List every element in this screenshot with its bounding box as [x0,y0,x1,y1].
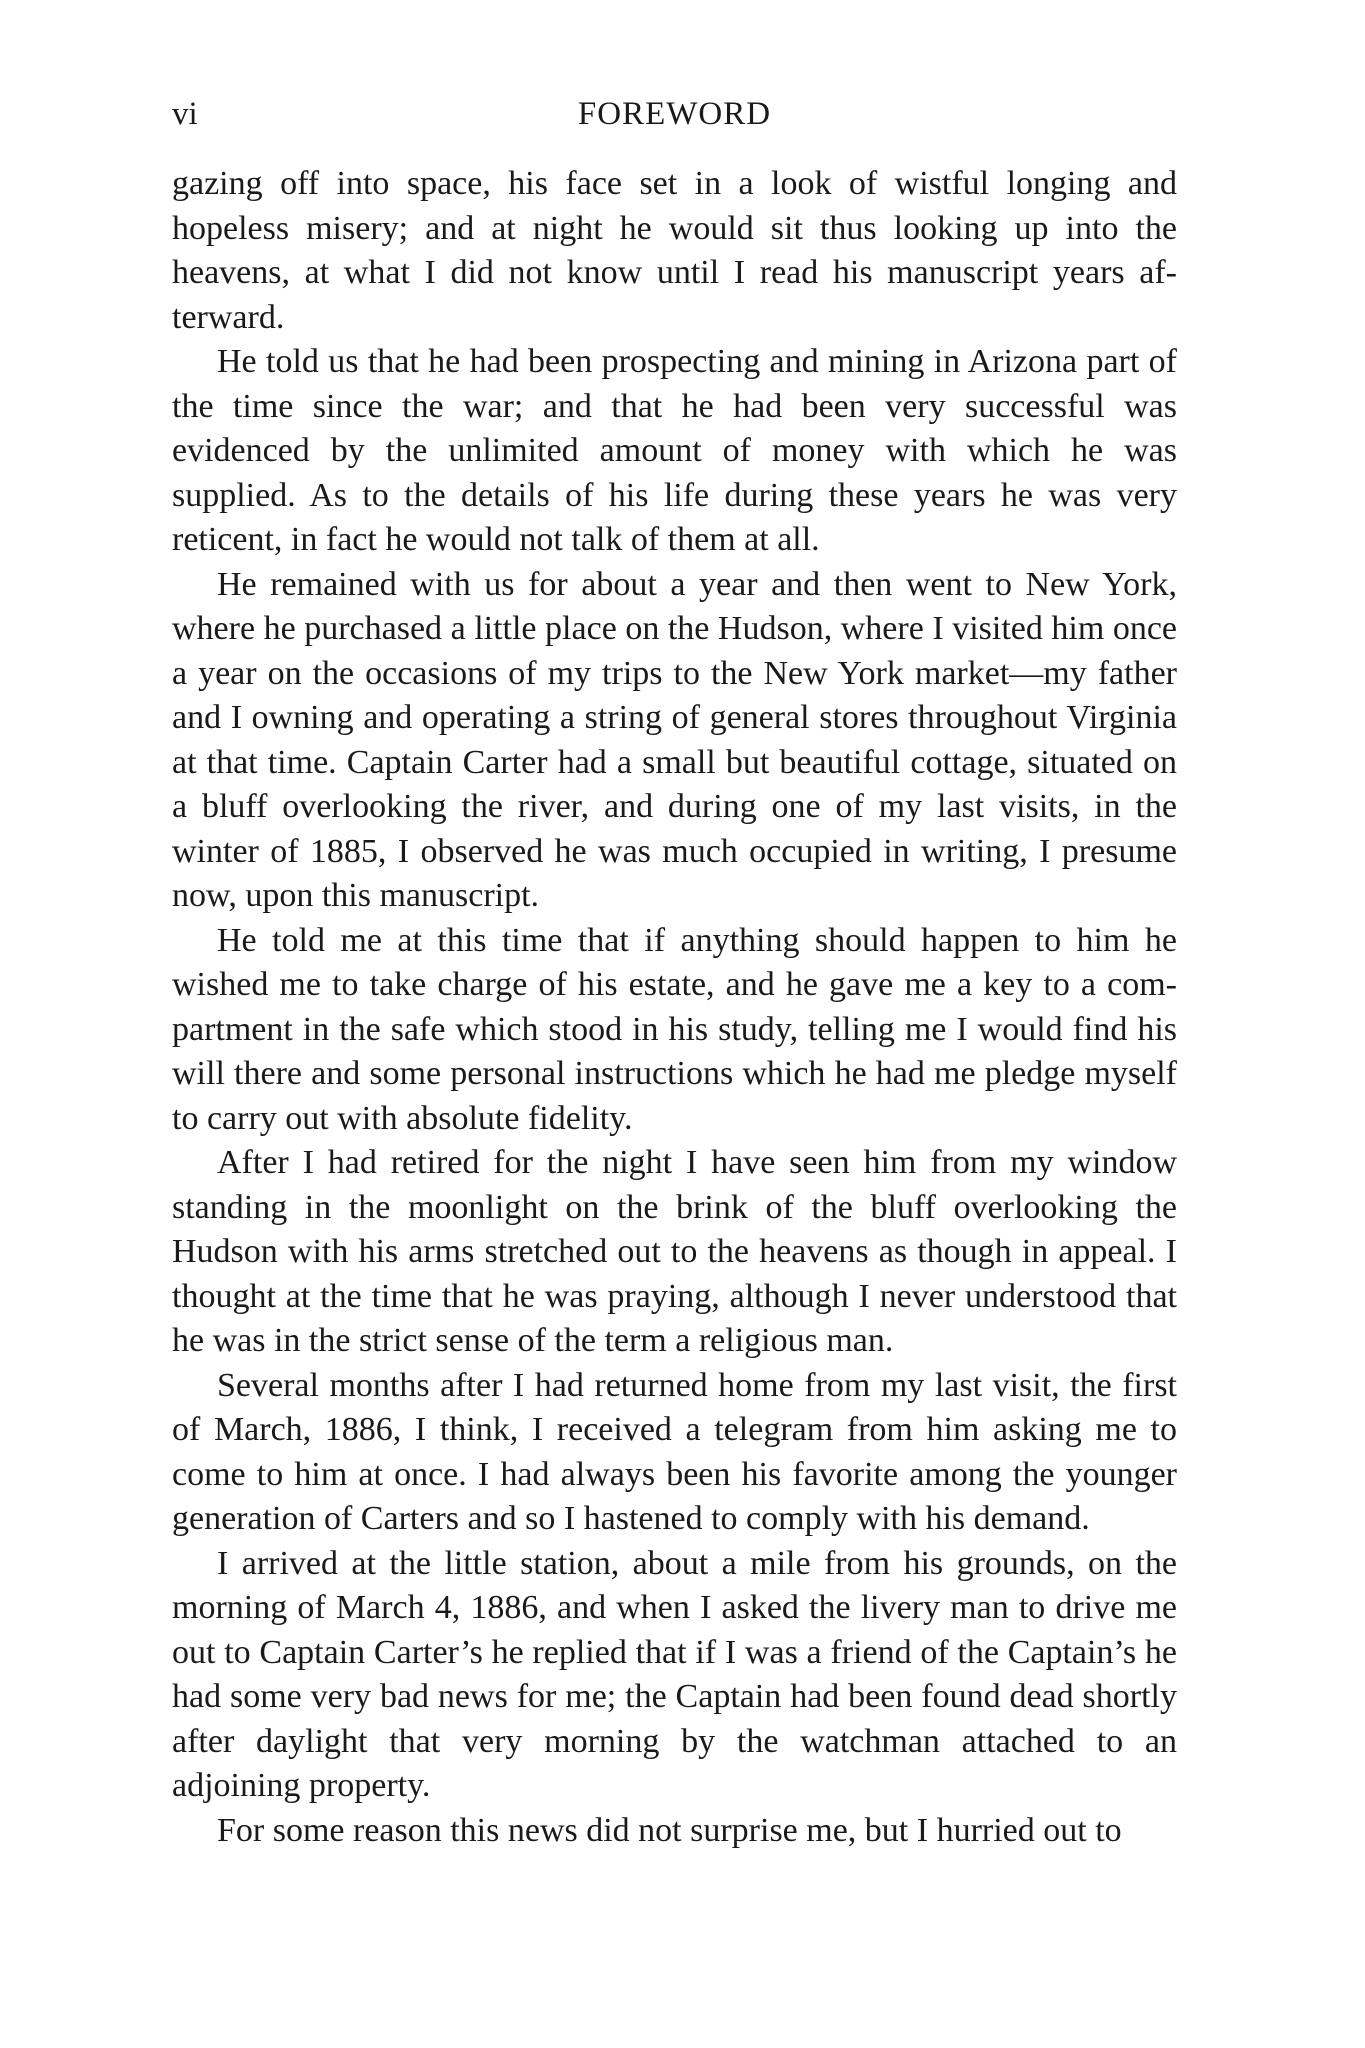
running-head [172,92,1177,136]
paragraph-continued: gazing off into space, his face set in a look of wistful longing and hopeless misery; and at night he would sit thus looking up into the heavens, at what I did not know until I read his manuscript years afterward. [172,165,1177,336]
paragraph: He remained with us for about a year and then went to New York, where he purchased a little place on the Hudson, where I visited him once a year on the occasions of my trips to the New York market—my father and I owning and operating a string of general stores throughout Virginia at that time. Captain Carter had a small but beautiful cottage, situated on a bluff overlooking the river, and during one of my last visits, in the winter of 1885, I observed he was much occupied in writing, I presume now, upon this manuscript. [172,565,1177,914]
paragraph-truncated: For some reason this news did not surprise me, but I hurried out to [217,1811,1122,1849]
paragraph: He told us that he had been prospecting and mining in Arizona part of the time since the war; and that he had been very successful was evidenced by the unlimited amount of money with which he was supplied. As to the details of his life during these years he was very reticent, in fact he would not talk of them at all. [172,343,1177,558]
chapter-title: FOREWORD [577,96,772,132]
paragraph: After I had retired for the night I have seen him from my window standing in the moonlight on the brink of the bluff overlooking the Hudson with his arms stretched out to the heavens as though in appeal. I thought at the time that he was praying, although I never understood that he was in the strict sense of the term a religious man. [172,1144,1177,1359]
page-number: vi [172,96,198,132]
paragraph: I arrived at the little station, about a mile from his grounds, on the morning of March 4, 1886, and when I asked the livery man to drive me out to Captain Carter’s he replied that if I was a friend of the Captain’s he had some very bad news for me; the Captain had been found dead shortly after daylight that very morning by the watchman attached to an adjoining property. [172,1544,1177,1804]
paragraph: Several months after I had returned home from my last visit, the first of March, 1886, I think, I received a telegram from him asking me to come to him at once. I had always been his favorite among the younger generation of Carters and so I hastened to comply with his demand. [172,1366,1177,1537]
body-text [172,162,1177,1853]
paragraph: He told me at this time that if anything should happen to him he wished me to take charge of his estate, and he gave me a key to a compartment in the safe which stood in his study, telling me I would find his will there and some personal instructions which he had me pledge myself to carry out with absolute fidelity. [172,921,1177,1137]
